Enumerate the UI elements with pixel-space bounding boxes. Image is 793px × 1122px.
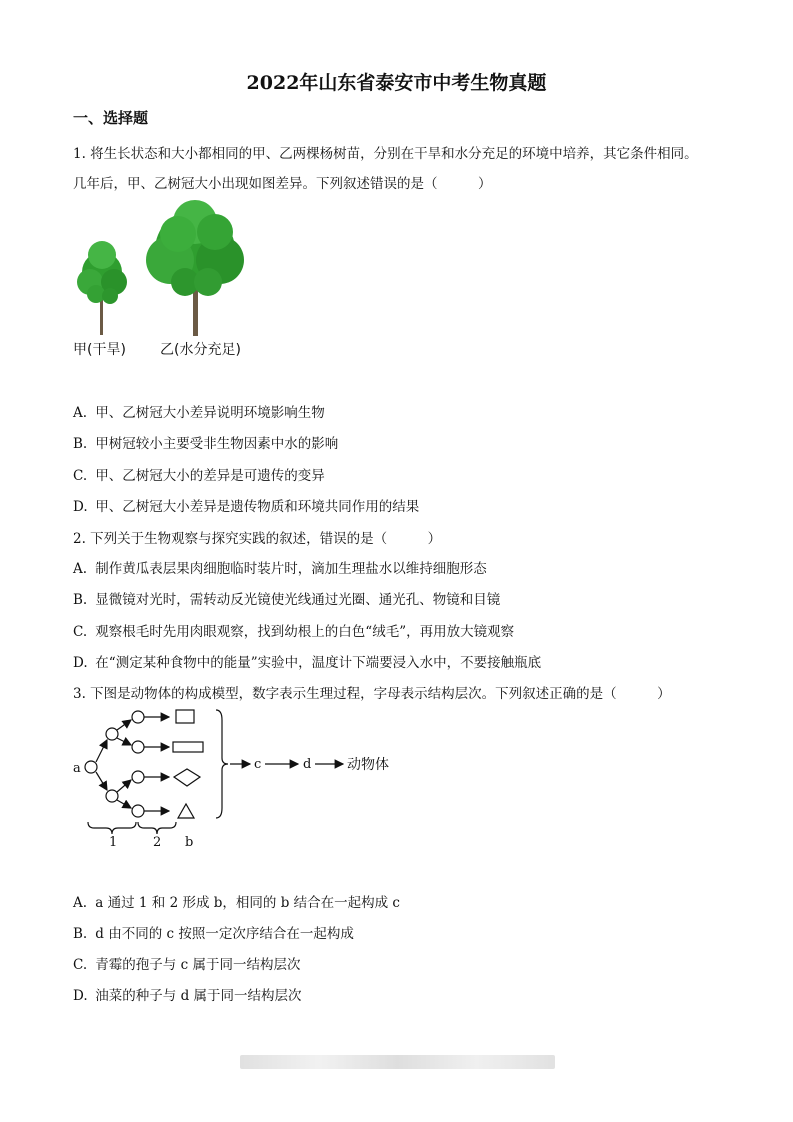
label-1: 1 [109,835,118,850]
q2-option-b: B. 显微镜对光时，需转动反光镜使光线通过光圈、通光孔、物镜和目镜 [73,592,501,608]
q1-stem-line2: 几年后，甲、乙树冠大小出现如图差异。下列叙述错误的是（ ） [73,176,492,192]
tissue-diamond-icon [174,769,200,786]
label-animal: 动物体 [347,757,389,773]
q1-option-c: C. 甲、乙树冠大小的差异是可遗传的变异 [73,468,325,484]
label-2: 2 [153,835,162,850]
page-title: 2022年山东省泰安市中考生物真题 [246,72,547,94]
q2-option-d: D. 在“测定某种食物中的能量”实验中，温度计下端要浸入水中，不要接触瓶底 [73,655,542,671]
tissue-square-icon [176,710,194,723]
label-a: a [73,761,81,776]
cell-a-circle [85,761,97,773]
large-tree-icon [146,200,244,336]
tree-caption-jia: 甲(干旱) [73,342,126,358]
q3-option-a: A. a 通过 1 和 2 形成 b，相同的 b 结合在一起构成 c [73,895,400,911]
label-c: c [254,757,262,772]
tissue-rectangle-icon [173,742,203,752]
q3-option-c: C. 青霉的孢子与 c 属于同一结构层次 [73,957,301,973]
trees-figure [70,200,250,340]
q1-option-a: A. 甲、乙树冠大小差异说明环境影响生物 [73,405,325,421]
tree-caption-yi: 乙(水分充足) [160,342,241,358]
section-heading: 一、选择题 [73,109,149,127]
q3-option-b: B. d 由不同的 c 按照一定次序结合在一起构成 [73,926,354,942]
label-d: d [303,757,312,772]
q2-option-c: C. 观察根毛时先用肉眼观察，找到幼根上的白色“绒毛”，再用放大镜观察 [73,624,515,640]
q1-option-b: B. 甲树冠较小主要受非生物因素中水的影响 [73,436,339,452]
q1-stem-line1: 1. 将生长状态和大小都相同的甲、乙两棵杨树苗，分别在干旱和水分充足的环境中培养，其它条件相同。 [73,146,698,162]
q1-option-d: D. 甲、乙树冠大小差异是遗传物质和环境共同作用的结果 [73,499,420,515]
q2-option-a: A. 制作黄瓜表层果肉细胞临时装片时，滴加生理盐水以维持细胞形态 [73,561,487,577]
blurred-watermark [240,1055,555,1069]
tissue-triangle-icon [178,804,194,818]
label-b: b [185,835,194,850]
q3-option-d: D. 油菜的种子与 d 属于同一结构层次 [73,988,302,1004]
brace-icon [216,710,228,818]
structure-diagram [70,700,410,855]
small-tree-icon [77,241,127,335]
q3-stem: 3. 下图是动物体的构成模型，数字表示生理过程，字母表示结构层次。下列叙述正确的是（ ） [73,686,671,702]
q2-stem: 2. 下列关于生物观察与探究实践的叙述，错误的是（ ） [73,531,442,547]
